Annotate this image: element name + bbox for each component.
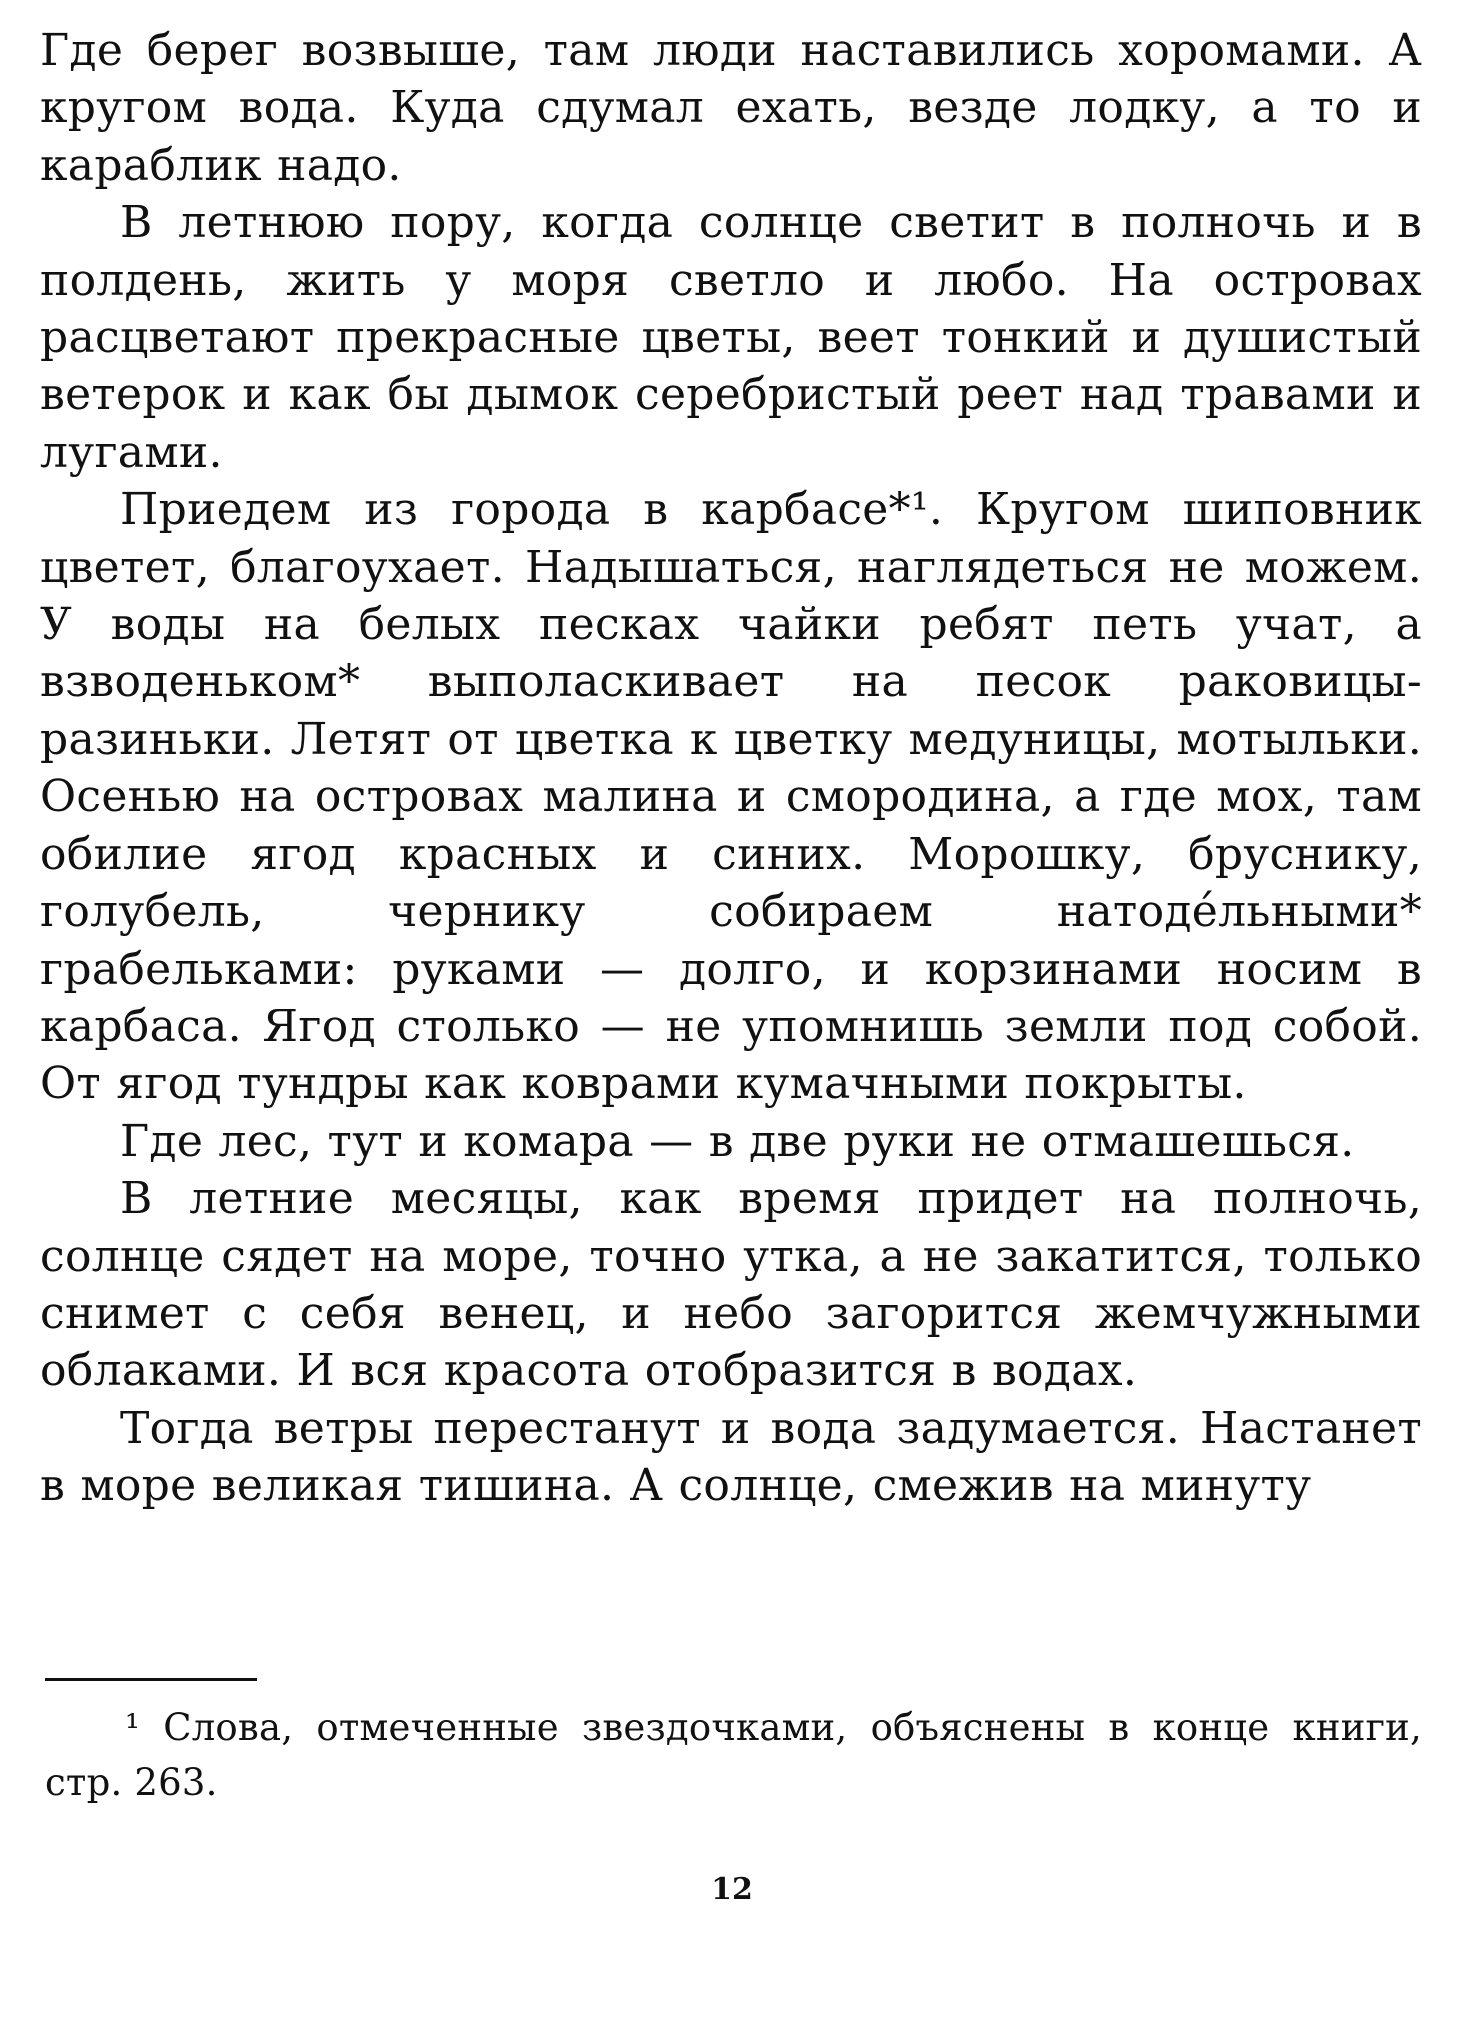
footnote-divider [45, 1678, 257, 1681]
paragraph-1: Где берег возвыше, там люди наставились хоромами. А кругом вода. Куда сдумал ехать, везде лодку, а то и караблик надо. [40, 25, 1422, 191]
paragraph-6: Тогда ветры перестанут и вода задумается. Настанет в море великая тишина. А солнце, смежив на минуту [40, 1402, 1422, 1512]
paragraph-4: Где лес, тут и комара — в две руки не отмашешься. [120, 1115, 1355, 1167]
paragraph-5: В летние месяцы, как время придет на полночь, солнце сядет на море, точно утка, а не закатится, только снимет с себя венец, и небо загорится жемчужными облаками. И вся красота отобразится в водах. [40, 1173, 1422, 1397]
paragraph-2: В летнюю пору, когда солнце светит в полночь и в полдень, жить у моря светло и любо. На островах расцветают прекрасные цветы, веет тонкий и душистый ветерок и как бы дымок серебристый реет над травами и лугами. [40, 197, 1422, 478]
page-body [40, 22, 1422, 1515]
page-number: 12 [711, 1872, 753, 1907]
paragraph-3: Приедем из города в карбасе*¹. Кругом шиповник цветет, благоухает. Надышаться, наглядеться не можем. У воды на белых песках чайки ребят петь учат, а взводеньком* выполаскивает на песок раковицы-разиньки. Летят от цветка к цветку медуницы, мотыльки. Осенью на островах малина и смородина, а где мох, там обилие ягод красных и синих. Морошку, бруснику, голубель, чернику собираем натодéльными* грабельками: руками — долго, и корзинами носим в карбаса. Ягод столько — не упомнишь земли под собой. От ягод тундры как коврами кумачными покрыты. [40, 484, 1422, 1110]
footnote: ¹ Слова, отмеченные звездочками, объяснены в конце книги, стр. 263. [45, 1706, 1422, 1804]
